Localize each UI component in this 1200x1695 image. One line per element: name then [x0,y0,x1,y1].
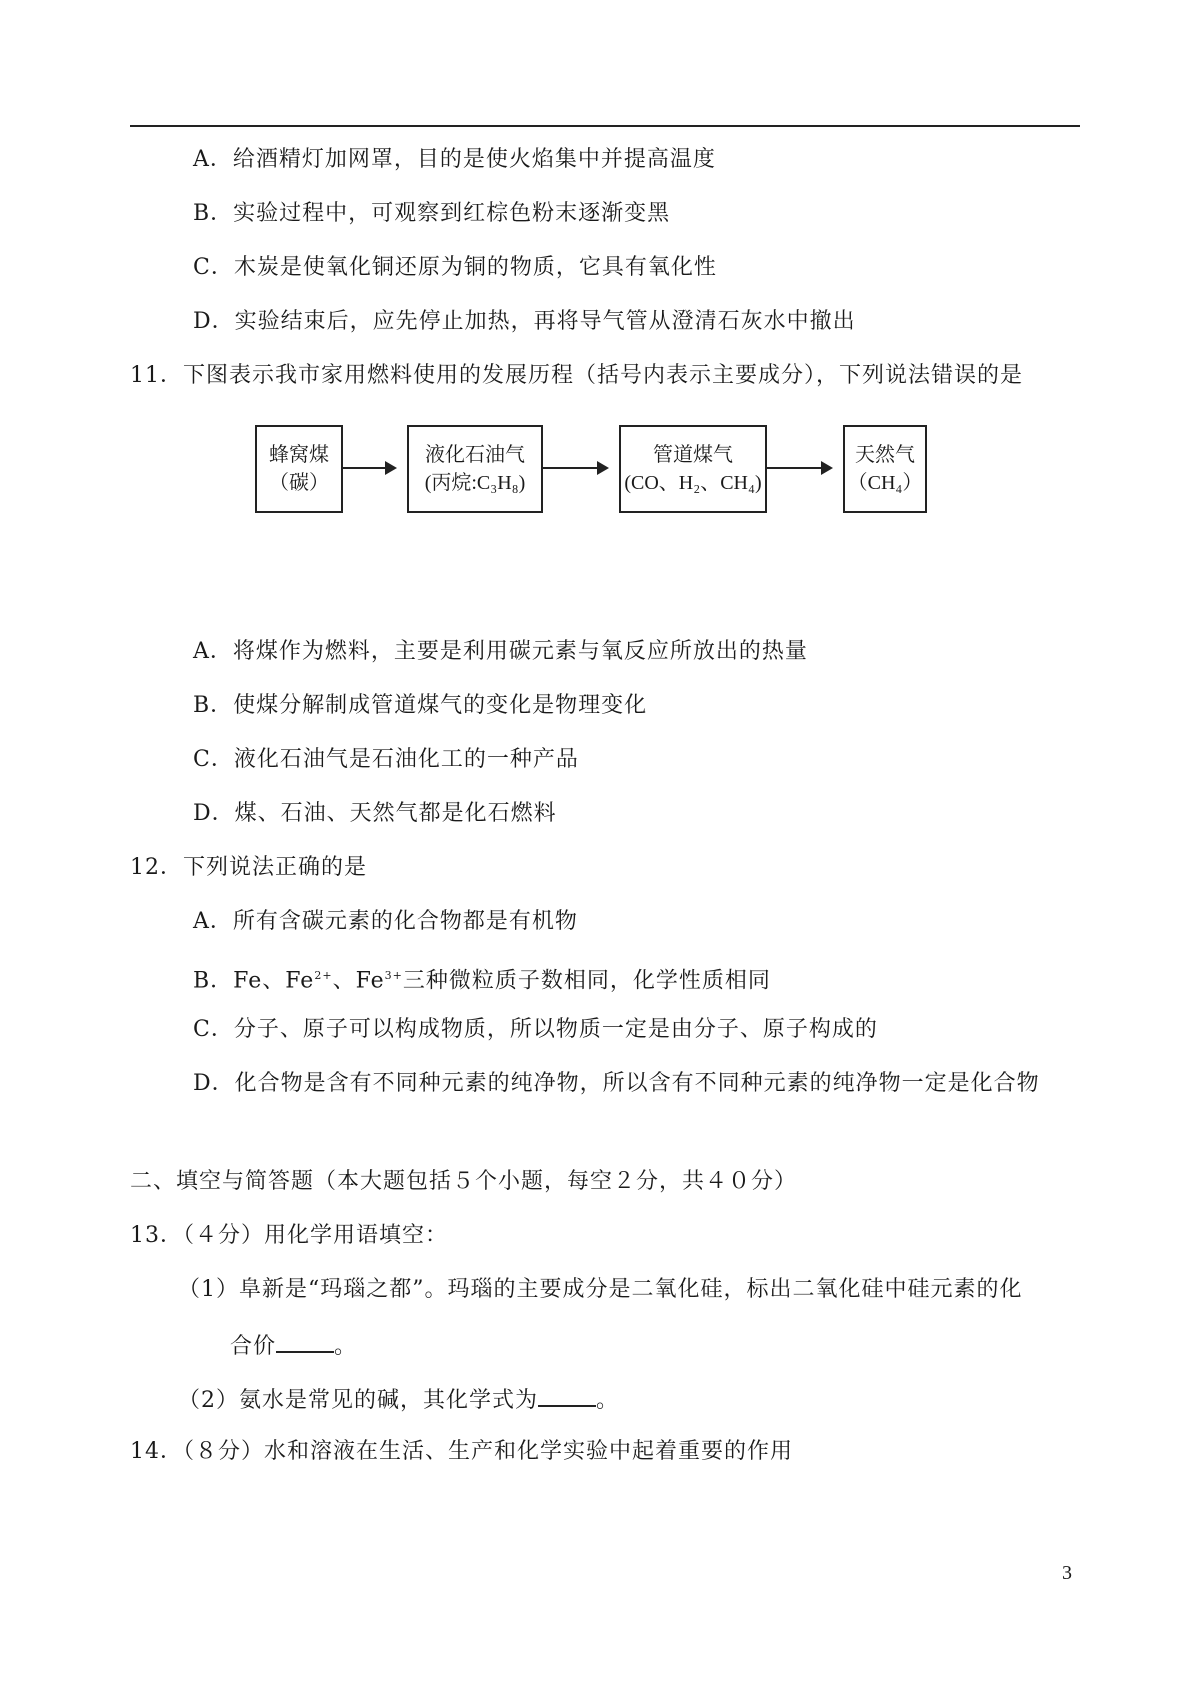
flow-box-natural-gas [843,425,927,513]
flow-arrow [343,467,395,469]
q11-option-d: D．煤、石油、天然气都是化石燃料 [193,801,557,826]
flow-box-title: 蜂窝煤 [269,444,329,466]
flow-box-title: 天然气 [855,444,915,466]
section-heading: 二、填空与简答题（本大题包括５个小题，每空２分，共４０分） [130,1169,798,1194]
answer-blank[interactable] [276,1329,334,1353]
q12-option-d: D．化合物是含有不同种元素的纯净物，所以含有不同种元素的纯净物一定是化合物 [193,1071,1040,1096]
charge-superscript: 3+ [384,969,403,982]
q12-option-b-post: 三种微粒质子数相同，化学性质相同 [402,968,771,994]
flow-box-title: 液化石油气 [425,444,525,466]
header-rule [130,125,1080,127]
q12-stem: 12．下列说法正确的是 [130,855,367,880]
flow-box-title: 管道煤气 [653,444,733,466]
fuel-flow-diagram [255,425,935,535]
q13-part2 [178,1383,619,1416]
q12-option-b-mid: 、Fe [332,968,385,994]
q13-part2-text: （2）氨水是常见的碱，其化学式为 [178,1388,538,1413]
flow-box-component: （碳） [269,472,329,494]
flow-arrow [767,467,831,469]
q13-part1-cont [230,1329,357,1362]
q11-option-c: C．液化石油气是石油化工的一种产品 [193,747,579,772]
q14-stem: 14．（８分）水和溶液在生活、生产和化学实验中起着重要的作用 [130,1439,793,1464]
answer-blank[interactable] [538,1383,596,1407]
q12-option-a: A．所有含碳元素的化合物都是有机物 [193,909,578,934]
q10-option-a: A．给酒精灯加网罩，目的是使火焰集中并提高温度 [193,147,716,172]
q13-part1: （1）阜新是“玛瑙之都”。玛瑙的主要成分是二氧化硅，标出二氧化硅中硅元素的化 [178,1277,1023,1302]
charge-superscript: 2+ [314,969,333,982]
q13-part1-end: 。 [334,1334,358,1359]
q12-option-c: C．分子、原子可以构成物质，所以物质一定是由分子、原子构成的 [193,1017,878,1042]
q13-part2-end: 。 [596,1388,620,1413]
q11-option-b: B．使煤分解制成管道煤气的变化是物理变化 [193,693,648,718]
flow-box-component: (CO、H₂、CH₄) [624,472,762,494]
q12-option-b [193,961,771,996]
flow-box-coal-gas [619,425,767,513]
q11-stem: 11．下图表示我市家用燃料使用的发展历程（括号内表示主要成分），下列说法错误的是 [130,363,1023,388]
q13-part1-text: 合价 [230,1334,277,1359]
q11-option-a: A．将煤作为燃料，主要是利用碳元素与氧反应所放出的热量 [193,639,808,664]
q12-option-b-pre: B．Fe、Fe [193,968,315,994]
flow-box-lpg [407,425,543,513]
flow-box-component: （CH₄） [847,472,923,494]
q10-option-c: C．木炭是使氧化铜还原为铜的物质，它具有氧化性 [193,255,717,280]
q10-option-b: B．实验过程中，可观察到红棕色粉末逐渐变黑 [193,201,671,226]
page-number: 3 [1062,1562,1072,1584]
q10-option-d: D．实验结束后，应先停止加热，再将导气管从澄清石灰水中撤出 [193,309,856,334]
flow-box-honeycomb-coal [255,425,343,513]
flow-arrow [543,467,607,469]
flow-box-component: (丙烷:C₃H₈) [424,472,526,494]
q13-stem: 13．（４分）用化学用语填空： [130,1223,448,1248]
